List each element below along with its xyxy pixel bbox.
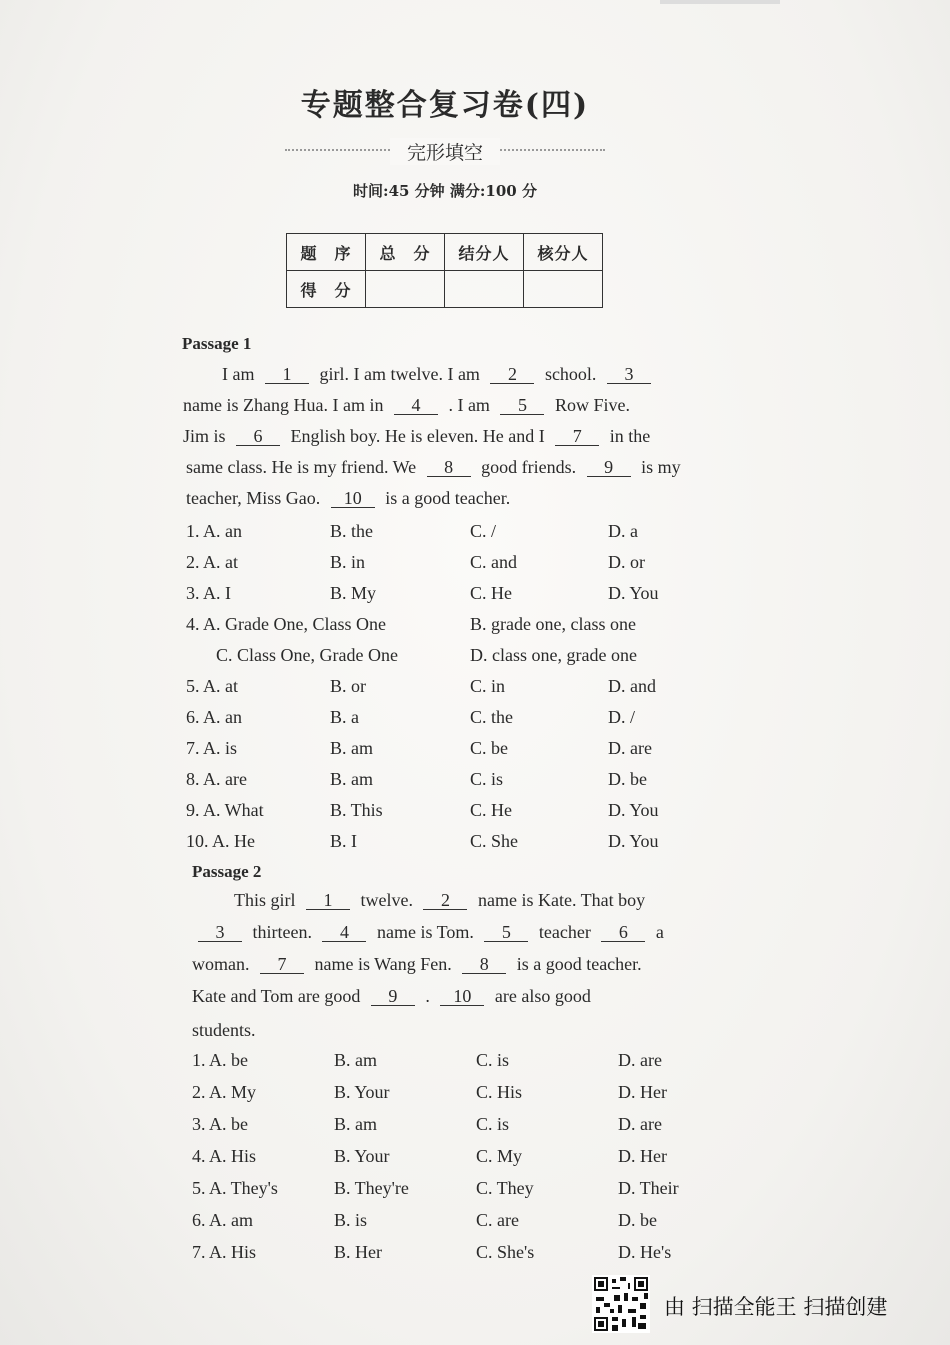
passage-text: Row Five. bbox=[550, 395, 630, 415]
answer-option[interactable]: D. be bbox=[608, 769, 647, 789]
answer-option[interactable]: B. I bbox=[330, 831, 357, 851]
answer-option[interactable]: D. Her bbox=[618, 1082, 667, 1102]
answer-option[interactable]: C. Class One, Grade One bbox=[216, 645, 398, 665]
score-table-value-row bbox=[287, 271, 603, 308]
passage-text: are also good bbox=[490, 986, 591, 1006]
answer-option[interactable]: D. You bbox=[608, 800, 659, 820]
answer-option[interactable]: D. class one, grade one bbox=[470, 645, 637, 665]
score-cell: 总 分 bbox=[366, 234, 445, 271]
answer-blank[interactable]: 9 bbox=[371, 987, 415, 1006]
passage-text: is a good teacher. bbox=[380, 488, 511, 508]
answer-option[interactable]: B. am bbox=[330, 738, 373, 758]
passage-text: is a good teacher. bbox=[512, 954, 642, 974]
score-cell-empty[interactable] bbox=[445, 271, 524, 308]
answer-option[interactable]: B. am bbox=[330, 769, 373, 789]
answer-option[interactable]: B. or bbox=[330, 676, 366, 696]
answer-option[interactable]: B. This bbox=[330, 800, 383, 820]
answer-blank[interactable]: 5 bbox=[500, 396, 544, 415]
passage-text: . I am bbox=[443, 395, 495, 415]
answer-option[interactable]: C. His bbox=[476, 1082, 523, 1102]
answer-option[interactable]: 5. A. They's bbox=[192, 1178, 278, 1198]
section-subtitle bbox=[285, 138, 605, 162]
answer-blank[interactable]: 6 bbox=[236, 427, 280, 446]
answer-blank[interactable]: 9 bbox=[587, 458, 631, 477]
watermark-text: 由 扫描全能王 扫描创建 bbox=[664, 1295, 888, 1319]
answer-option[interactable]: D. You bbox=[608, 583, 659, 603]
answer-option[interactable]: C. are bbox=[476, 1210, 519, 1230]
answer-option[interactable]: 7. A. His bbox=[192, 1242, 257, 1262]
passage-text: This girl bbox=[234, 890, 300, 910]
passage-text: . bbox=[420, 986, 435, 1006]
answer-blank[interactable]: 5 bbox=[484, 923, 528, 942]
score-cell-empty[interactable] bbox=[524, 271, 603, 308]
answer-option[interactable]: D. Her bbox=[618, 1146, 667, 1166]
passage-line bbox=[183, 426, 650, 447]
passage-line bbox=[192, 954, 642, 975]
answer-option[interactable]: 1. A. an bbox=[186, 521, 242, 541]
answer-option[interactable]: 3. A. be bbox=[192, 1114, 248, 1134]
scanner-watermark bbox=[592, 1275, 932, 1335]
answer-blank[interactable]: 2 bbox=[490, 365, 534, 384]
answer-option[interactable]: C. / bbox=[470, 521, 497, 541]
answer-option[interactable]: D. or bbox=[608, 552, 645, 572]
answer-option[interactable]: 4. A. His bbox=[192, 1146, 257, 1166]
answer-blank[interactable]: 1 bbox=[306, 891, 350, 910]
answer-option[interactable]: C. He bbox=[470, 583, 512, 603]
answer-option[interactable]: 8. A. are bbox=[186, 769, 247, 789]
answer-option[interactable]: B. Your bbox=[334, 1146, 390, 1166]
answer-option[interactable]: C. the bbox=[470, 707, 513, 727]
score-cell: 结分人 bbox=[445, 234, 524, 271]
answer-option[interactable]: B. am bbox=[334, 1114, 377, 1134]
scan-edge bbox=[660, 0, 780, 4]
answer-option[interactable]: C. They bbox=[476, 1178, 534, 1198]
exam-meta: 时间:45 分钟 满分:100 分 bbox=[353, 182, 537, 200]
answer-blank[interactable]: 6 bbox=[601, 923, 645, 942]
score-cell: 核分人 bbox=[524, 234, 603, 271]
answer-blank[interactable]: 8 bbox=[427, 458, 471, 477]
answer-blank[interactable]: 7 bbox=[555, 427, 599, 446]
page-title: 专题整合复习卷(四) bbox=[300, 88, 590, 123]
answer-option[interactable]: C. She's bbox=[476, 1242, 535, 1262]
passage-text: Kate and Tom are good bbox=[192, 986, 365, 1006]
answer-option[interactable]: B. Your bbox=[334, 1082, 390, 1102]
passage-text: thirteen. bbox=[248, 922, 317, 942]
answer-blank[interactable]: 7 bbox=[260, 955, 304, 974]
answer-option[interactable]: B. My bbox=[330, 583, 377, 603]
answer-option[interactable]: 6. A. am bbox=[192, 1210, 253, 1230]
answer-option[interactable]: B. the bbox=[330, 521, 373, 541]
passage-text: girl. I am twelve. I am bbox=[314, 364, 485, 384]
answer-option[interactable]: 2. A. My bbox=[192, 1082, 257, 1102]
answer-option[interactable]: D. are bbox=[618, 1114, 662, 1134]
passage-text: twelve. bbox=[356, 890, 418, 910]
passage-line bbox=[222, 364, 657, 385]
passage-text: English boy. He is eleven. He and I bbox=[286, 426, 550, 446]
passage-text: name is Zhang Hua. I am in bbox=[183, 395, 388, 415]
answer-option[interactable]: C. in bbox=[470, 676, 506, 696]
passage-line bbox=[192, 922, 664, 943]
answer-blank[interactable]: 2 bbox=[423, 891, 467, 910]
answer-option[interactable]: 4. A. Grade One, Class One bbox=[186, 614, 386, 634]
passage-text: good friends. bbox=[476, 457, 581, 477]
answer-option[interactable]: B. a bbox=[330, 707, 359, 727]
answer-option[interactable]: C. is bbox=[476, 1114, 510, 1134]
passage-1-title: Passage 1 bbox=[182, 334, 252, 353]
passage-text: I am bbox=[222, 364, 259, 384]
answer-option[interactable]: C. be bbox=[470, 738, 508, 758]
answer-blank[interactable]: 10 bbox=[331, 489, 375, 508]
answer-option[interactable]: D. are bbox=[608, 738, 652, 758]
answer-option[interactable]: B. is bbox=[334, 1210, 368, 1230]
passage-text: same class. He is my friend. We bbox=[186, 457, 421, 477]
passage-line bbox=[192, 986, 591, 1007]
answer-option[interactable]: D. be bbox=[618, 1210, 657, 1230]
score-table bbox=[286, 233, 603, 308]
answer-option[interactable]: D. / bbox=[608, 707, 635, 727]
answer-option[interactable]: D. He's bbox=[618, 1242, 672, 1262]
answer-option[interactable]: B. in bbox=[330, 552, 366, 572]
answer-option[interactable]: D. a bbox=[608, 521, 638, 541]
passage-line bbox=[186, 457, 681, 478]
answer-blank[interactable]: 3 bbox=[607, 365, 651, 384]
passage-line bbox=[192, 1020, 256, 1041]
passage-text: in the bbox=[605, 426, 651, 446]
answer-blank[interactable]: 4 bbox=[394, 396, 438, 415]
answer-blank[interactable]: 4 bbox=[322, 923, 366, 942]
passage-text: name is Wang Fen. bbox=[310, 954, 457, 974]
passage-text: school. bbox=[540, 364, 601, 384]
passage-2-title: Passage 2 bbox=[192, 862, 262, 881]
answer-option[interactable]: 9. A. What bbox=[186, 800, 264, 820]
passage-text: teacher bbox=[534, 922, 596, 942]
passage-text: students. bbox=[192, 1020, 256, 1040]
answer-option[interactable]: C. is bbox=[476, 1050, 510, 1070]
passage-line bbox=[186, 488, 510, 509]
qr-code-icon bbox=[592, 1275, 650, 1333]
answer-option[interactable]: D. and bbox=[608, 676, 656, 696]
score-cell: 题 序 bbox=[287, 234, 366, 271]
subtitle-text: 完形填空 bbox=[390, 138, 500, 165]
passage-text: a bbox=[651, 922, 664, 942]
passage-text: name is Kate. That boy bbox=[473, 890, 646, 910]
passage-text: teacher, Miss Gao. bbox=[186, 488, 325, 508]
passage-text: Jim is bbox=[183, 426, 231, 446]
answer-option[interactable]: C. and bbox=[470, 552, 517, 572]
answer-option[interactable]: 10. A. He bbox=[186, 831, 255, 851]
answer-option[interactable]: 1. A. be bbox=[192, 1050, 248, 1070]
passage-text: woman. bbox=[192, 954, 254, 974]
passage-line bbox=[183, 395, 630, 416]
answer-option[interactable]: B. am bbox=[334, 1050, 377, 1070]
answer-option[interactable]: 2. A. at bbox=[186, 552, 238, 572]
answer-blank[interactable]: 3 bbox=[198, 923, 242, 942]
answer-option[interactable]: D. are bbox=[618, 1050, 662, 1070]
answer-option[interactable]: D. You bbox=[608, 831, 659, 851]
answer-option[interactable]: 3. A. I bbox=[186, 583, 231, 603]
answer-option[interactable]: D. Their bbox=[618, 1178, 679, 1198]
answer-option[interactable]: B. grade one, class one bbox=[470, 614, 636, 634]
answer-option[interactable]: 5. A. at bbox=[186, 676, 238, 696]
answer-option[interactable]: 7. A. is bbox=[186, 738, 238, 758]
answer-option[interactable]: C. He bbox=[470, 800, 512, 820]
answer-option[interactable]: C. is bbox=[470, 769, 504, 789]
answer-blank[interactable]: 10 bbox=[440, 987, 484, 1006]
score-cell-empty[interactable] bbox=[366, 271, 445, 308]
passage-line bbox=[234, 890, 645, 911]
answer-blank[interactable]: 8 bbox=[462, 955, 506, 974]
passage-text: name is Tom. bbox=[372, 922, 479, 942]
answer-option[interactable]: C. She bbox=[470, 831, 519, 851]
score-table-header-row bbox=[287, 234, 603, 271]
answer-blank[interactable]: 1 bbox=[265, 365, 309, 384]
score-cell: 得 分 bbox=[287, 271, 366, 308]
answer-option[interactable]: B. They're bbox=[334, 1178, 409, 1198]
answer-option[interactable]: C. My bbox=[476, 1146, 523, 1166]
answer-option[interactable]: 6. A. an bbox=[186, 707, 242, 727]
answer-option[interactable]: B. Her bbox=[334, 1242, 382, 1262]
passage-text: is my bbox=[636, 457, 681, 477]
